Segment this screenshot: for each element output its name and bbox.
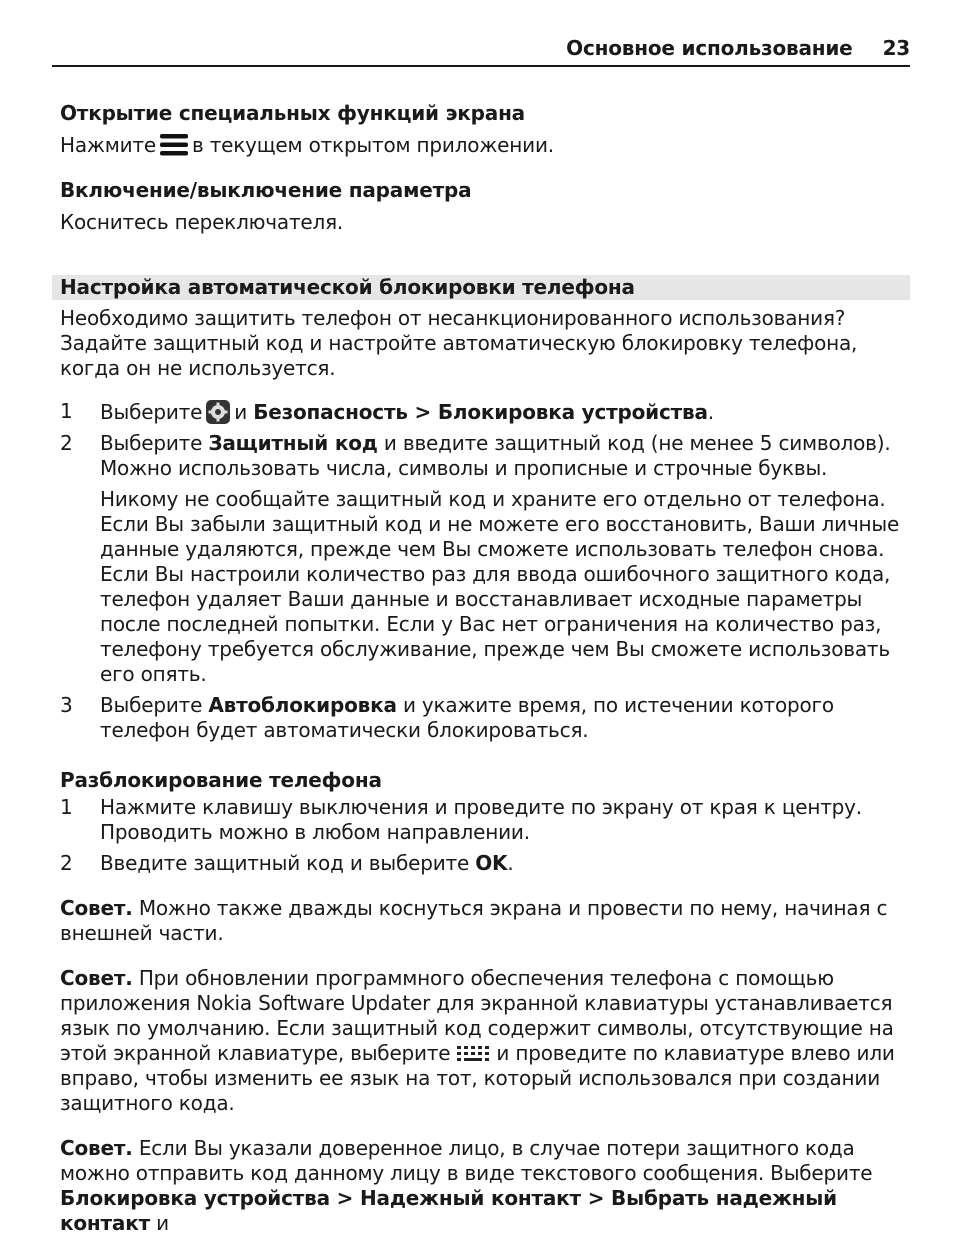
list-item <box>60 795 910 845</box>
step-number: 1 <box>60 399 73 423</box>
list-item <box>60 693 910 743</box>
tip-paragraph <box>60 966 910 1116</box>
step-text <box>100 431 910 481</box>
ok-label: OK <box>475 851 508 875</box>
tip-label: Совет. <box>60 896 133 920</box>
menu-path-security: Безопасность <box>253 400 408 424</box>
list-item <box>60 851 910 876</box>
text: и <box>234 400 248 424</box>
step-note: Никому не сообщайте защитный код и храните его отдельно от телефона. Если Вы забыли защитный код и не можете его восстановить, Ваши личные данные удаляются, прежде чем Вы сможете использовать телефон снова. Если Вы настроили количество раз для ввода ошибочного защитного кода, телефон удаляет Ваши данные и восстанавливает исходные параметры после последней попытки. Если у Вас нет ограничения на количество раз, телефону требуется обслуживание, прежде чем Вы сможете использовать его опять. <box>100 487 900 686</box>
text: Если Вы указали доверенное лицо, в случае потери защитного кода можно отправить код данному лицу в виде текстового сообщения. Выберите <box>60 1136 873 1185</box>
text: . <box>507 851 514 875</box>
text: и введите защитный код (не менее 5 символов). Можно использовать числа, символы и прописные и строчные буквы. <box>100 431 891 480</box>
menu-icon <box>160 134 188 156</box>
menu-path-autolock: Автоблокировка <box>208 693 397 717</box>
paragraph-toggle: Коснитесь переключателя. <box>60 210 344 234</box>
settings-gear-icon <box>205 399 231 425</box>
menu-path-select-trusted-contact: Выбрать надежный контакт <box>60 1186 837 1235</box>
section-intro: Необходимо защитить телефон от несанкционированного использования? Задайте защитный код и настройте автоматическую блокировку телефона, когда он не используется. <box>60 306 858 380</box>
text: Можно также дважды коснуться экрана и провести по нему, начиная с внешней части. <box>60 896 888 945</box>
step-number: 1 <box>60 795 73 819</box>
page-content <box>60 101 910 1236</box>
heading-screen-functions: Открытие специальных функций экрана <box>60 101 525 125</box>
text: и укажите время, по истечении которого телефон будет автоматически блокироваться. <box>100 693 834 742</box>
section-heading: Настройка автоматической блокировки телефона <box>52 275 910 300</box>
menu-path-trusted-contact: Надежный контакт <box>360 1186 581 1210</box>
text: Выберите <box>100 431 203 455</box>
path-separator: > <box>329 1186 361 1210</box>
text: в текущем открытом приложении. <box>191 133 554 157</box>
tip-label: Совет. <box>60 966 133 990</box>
section-title: Основное использование <box>566 36 853 60</box>
keyboard-icon <box>456 1044 490 1064</box>
text: Введите защитный код и выберите <box>100 851 470 875</box>
menu-path-security-code: Защитный код <box>208 431 378 455</box>
heading-toggle: Включение/выключение параметра <box>60 178 472 202</box>
list-item <box>60 399 910 425</box>
page-number: 23 <box>882 36 910 60</box>
path-separator: > <box>580 1186 612 1210</box>
step-text <box>100 693 910 743</box>
text: Выберите <box>100 693 203 717</box>
text: Нажмите <box>60 133 156 157</box>
text: При обновлении программного обеспечения телефона с помощью приложения Nokia Software Updater для экранной клавиатуры устанавливается язык по умолчанию. Если защитный код содержит символы, отсутствующие на этой экранной клавиатуре, выберите <box>60 966 894 1065</box>
step-text <box>100 851 910 876</box>
tip-paragraph <box>60 1136 910 1236</box>
text: . <box>707 400 714 424</box>
tip-paragraph <box>60 896 910 946</box>
list-item <box>60 431 910 481</box>
menu-path-device-lock: Блокировка устройства <box>437 400 708 424</box>
path-separator: > <box>407 400 438 424</box>
step-text <box>100 399 910 425</box>
menu-path-device-lock: Блокировка устройства <box>60 1186 330 1210</box>
step-text: Нажмите клавишу выключения и проведите по экрану от края к центру. Проводить можно в любом направлении. <box>100 795 862 844</box>
page-header <box>52 36 910 67</box>
heading-unlock: Разблокирование телефона <box>60 768 382 792</box>
paragraph-screen-functions <box>60 133 910 158</box>
step-number: 3 <box>60 693 73 717</box>
step-number: 2 <box>60 431 73 455</box>
text: и <box>156 1211 169 1235</box>
text: Выберите <box>100 400 203 424</box>
tip-label: Совет. <box>60 1136 133 1160</box>
step-number: 2 <box>60 851 73 875</box>
text: и проведите по клавиатуре влево или вправо, чтобы изменить ее язык на тот, который использовался при создании защитного кода. <box>60 1041 895 1115</box>
